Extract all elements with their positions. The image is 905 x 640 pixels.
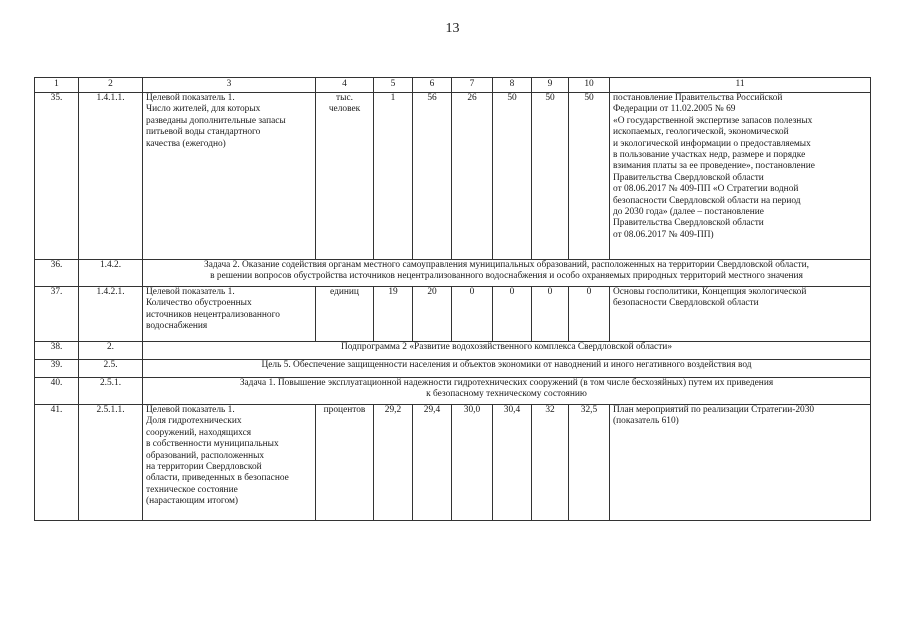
table-row [35,405,871,521]
value-col6: 20 [413,287,452,342]
value-col7: 30,0 [452,405,493,521]
unit: единиц [316,287,374,342]
table-row [35,287,871,342]
column-header: 4 [316,78,374,93]
row-number: 37. [35,287,79,342]
row-number: 35. [35,93,79,260]
row-code: 1.4.2.1. [79,287,143,342]
row-code: 1.4.2. [79,260,143,287]
table-row [35,360,871,378]
row-number: 38. [35,342,79,360]
column-header: 1 [35,78,79,93]
row-number: 40. [35,378,79,405]
value-col10: 50 [569,93,610,260]
value-col9: 32 [532,405,569,521]
row-number: 36. [35,260,79,287]
indicators-table [34,77,871,521]
value-col9: 0 [532,287,569,342]
value-col6: 56 [413,93,452,260]
row-code: 2. [79,342,143,360]
indicator-name: Целевой показатель 1. Количество обустроенных источников нецентрализованного водоснабжения [143,287,316,342]
source-document: Основы госполитики, Концепция экологической безопасности Свердловской области [610,287,871,342]
row-number: 39. [35,360,79,378]
row-code: 1.4.1.1. [79,93,143,260]
column-header: 3 [143,78,316,93]
row-number: 41. [35,405,79,521]
row-code: 2.5. [79,360,143,378]
row-code: 2.5.1.1. [79,405,143,521]
value-col5: 29,2 [374,405,413,521]
source-document: План мероприятий по реализации Стратегии-2030 (показатель 610) [610,405,871,521]
page-number: 13 [445,21,460,36]
value-col7: 0 [452,287,493,342]
column-header: 10 [569,78,610,93]
table-row [35,93,871,260]
column-header: 7 [452,78,493,93]
table-row [35,342,871,360]
value-col10: 32,5 [569,405,610,521]
value-col9: 50 [532,93,569,260]
column-header: 5 [374,78,413,93]
value-col8: 0 [493,287,532,342]
unit: тыс. человек [316,93,374,260]
task-heading: Задача 2. Оказание содействия органам местного самоуправления муниципальных образований, расположенных на территории Свердловской области, в решении вопросов обустройства источников нецентрализованного водоснабжения и особо охраняемых природных территорий местного значения [143,260,871,287]
subprogram-heading: Подпрограмма 2 «Развитие водохозяйственного комплекса Свердловской области» [143,342,871,360]
table-row [35,378,871,405]
unit: процентов [316,405,374,521]
indicator-name: Целевой показатель 1. Доля гидротехнических сооружений, находящихся в собственности муниципальных образований, расположенных на территории Свердловской области, приведенных в безопасное техническое состояние (нарастающим итогом) [143,405,316,521]
value-col5: 1 [374,93,413,260]
column-header: 2 [79,78,143,93]
column-header: 11 [610,78,871,93]
table-row [35,260,871,287]
value-col6: 29,4 [413,405,452,521]
row-code: 2.5.1. [79,378,143,405]
value-col8: 50 [493,93,532,260]
source-document: постановление Правительства Российской Федерации от 11.02.2005 № 69 «О государственной экспертизе запасов полезных ископаемых, геологической, экономической и экологической информации о предоставляемых в пользование участках недр, размере и порядке взимания платы за ее проведение», постановление Правительства Свердловской области от 08.06.2017 № 409-ПП «О Стратегии водной безопасности Свердловской области на период до 2030 года» (далее – постановление Правительства Свердловской области от 08.06.2017 № 409-ПП) [610,93,871,260]
value-col7: 26 [452,93,493,260]
value-col8: 30,4 [493,405,532,521]
column-header: 8 [493,78,532,93]
column-header: 6 [413,78,452,93]
value-col5: 19 [374,287,413,342]
task-heading: Задача 1. Повышение эксплуатационной надежности гидротехнических сооружений (в том числе бесхозяйных) путем их приведения к безопасному техническому состоянию [143,378,871,405]
column-header: 9 [532,78,569,93]
indicator-name: Целевой показатель 1. Число жителей, для которых разведаны дополнительные запасы питьевой воды стандартного качества (ежегодно) [143,93,316,260]
value-col10: 0 [569,287,610,342]
table-header-row [35,78,871,93]
goal-heading: Цель 5. Обеспечение защищенности населения и объектов экономики от наводнений и иного негативного воздействия вод [143,360,871,378]
